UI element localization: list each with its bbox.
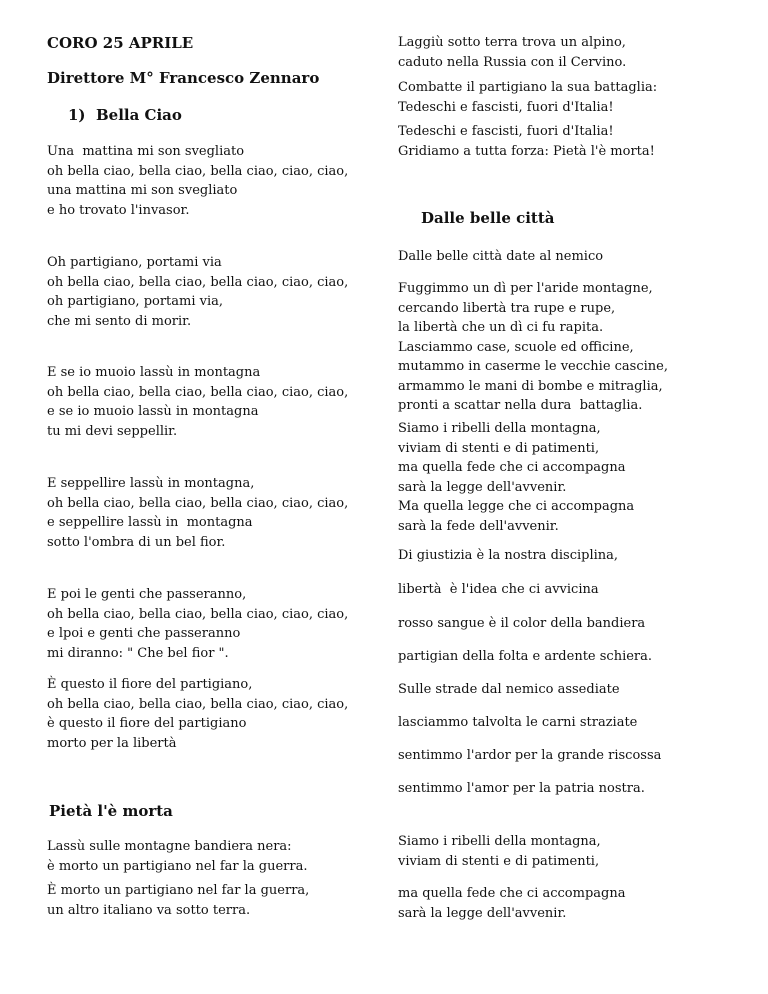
director-line: Direttore M° Francesco Zennaro <box>47 69 320 87</box>
dalle-belle-citta-stanza-13: ma quella fede che ci accompagna sarà la legge dell'avvenir. <box>398 886 626 921</box>
dalle-belle-citta-stanza-12: Siamo i ribelli della montagna, viviam di stenti e di patimenti, <box>398 834 601 869</box>
song-title-bella-ciao: 1) Bella Ciao <box>68 106 182 124</box>
dalle-belle-citta-line-8: Sulle strade dal nemico assediate <box>398 682 620 697</box>
bella-ciao-stanza-2: Oh partigiano, portami via oh bella ciao, bella ciao, bella ciao, ciao, ciao, oh partigiano, portami via, che mi sento di morir. <box>47 255 349 329</box>
pieta-stanza-2: È morto un partigiano nel far la guerra, un altro italiano va sotto terra. <box>47 883 310 918</box>
dalle-belle-citta-stanza-2: Fuggimmo un dì per l'aride montagne, cercando libertà tra rupe e rupe, la libertà che un dì ci fu rapita. Lasciammo case, scuole ed officine, mutammo in caserme le vecchie cascine, armammo le mani di bombe e mitraglia, pronti a scattar nella dura battaglia. <box>398 281 668 413</box>
bella-ciao-stanza-4: E seppellire lassù in montagna, oh bella ciao, bella ciao, bella ciao, ciao, ciao, e seppellire lassù in montagna sotto l'ombra di un bel fior. <box>47 476 349 550</box>
bella-ciao-stanza-6: È questo il fiore del partigiano, oh bella ciao, bella ciao, bella ciao, ciao, ciao, è questo il fiore del partigiano morto per la libertà <box>47 677 349 751</box>
bella-ciao-stanza-3: E se io muoio lassù in montagna oh bella ciao, bella ciao, bella ciao, ciao, ciao, e se io muoio lassù in montagna tu mi devi seppellir. <box>47 365 349 439</box>
dalle-belle-citta-stanza-3: Siamo i ribelli della montagna, viviam di stenti e di patimenti, ma quella fede che ci accompagna sarà la legge dell'avvenir. Ma quella legge che ci accompagna sarà la fede dell'avvenir. <box>398 421 635 534</box>
dalle-belle-citta-line-5: libertà è l'idea che ci avvicina <box>398 582 599 597</box>
dalle-belle-citta-line-10: sentimmo l'ardor per la grande riscossa <box>398 748 662 763</box>
pieta-stanza-5: Tedeschi e fascisti, fuori d'Italia! Gridiamo a tutta forza: Pietà l'è morta! <box>398 124 655 159</box>
bella-ciao-stanza-1: Una mattina mi son svegliato oh bella ciao, bella ciao, bella ciao, ciao, ciao, una mattina mi son svegliato e ho trovato l'invasor. <box>47 144 349 218</box>
dalle-belle-citta-line-11: sentimmo l'amor per la patria nostra. <box>398 781 645 796</box>
bella-ciao-stanza-5: E poi le genti che passeranno, oh bella ciao, bella ciao, bella ciao, ciao, ciao, e lpoi e genti che passeranno mi diranno: " Che bel fior ". <box>47 587 349 661</box>
dalle-belle-citta-line-4: Di giustizia è la nostra disciplina, <box>398 548 619 563</box>
pieta-stanza-1: Lassù sulle montagne bandiera nera: è morto un partigiano nel far la guerra. <box>47 839 308 874</box>
dalle-belle-citta-line-6: rosso sangue è il color della bandiera <box>398 616 646 631</box>
dalle-belle-citta-line-9: lasciammo talvolta le carni straziate <box>398 715 638 730</box>
dalle-belle-citta-line-7: partigian della folta e ardente schiera. <box>398 649 653 664</box>
pieta-stanza-3: Laggiù sotto terra trova un alpino, caduto nella Russia con il Cervino. <box>398 35 627 70</box>
song-title-pieta: Pietà l'è morta <box>49 802 173 820</box>
pieta-stanza-4: Combatte il partigiano la sua battaglia: Tedeschi e fascisti, fuori d'Italia! <box>398 80 658 115</box>
song-title-dalle-belle-citta: Dalle belle città <box>421 209 555 227</box>
dalle-belle-citta-line-1: Dalle belle città date al nemico <box>398 249 604 264</box>
document-title: CORO 25 APRILE <box>47 34 194 52</box>
